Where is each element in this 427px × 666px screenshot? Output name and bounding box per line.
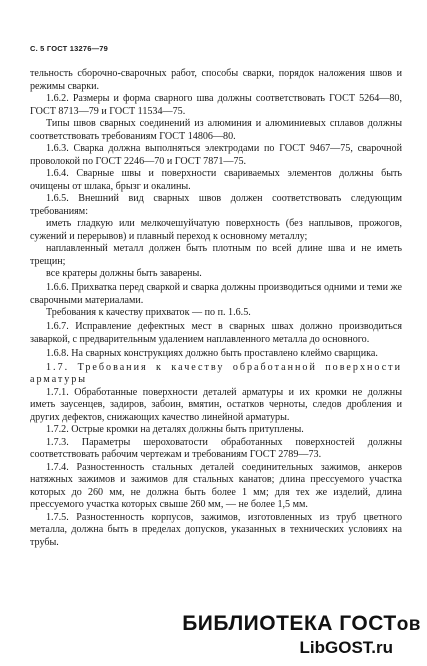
paragraph: 1.6.4. Сварные швы и поверхности свариваемых элементов должны быть очищены от шлака, брызг и окалины. [30,168,402,192]
paragraph: 1.7.3. Параметры шероховатости обработанных поверхностей должны соответствовать рабочим чертежам и требованиям ГОСТ 2789—73. [30,436,402,460]
watermark-title-main: БИБЛИОТЕКА ГОСТ [182,612,397,635]
paragraph: 1.6.5. Внешний вид сварных швов должен соответствовать следующим требованиям: [30,193,402,217]
paragraph: 1.6.2. Размеры и форма сварного шва должны соответствовать ГОСТ 5264—80, ГОСТ 8713—79 и ГОСТ 11534—75. [30,93,402,117]
paragraph: 1.6.3. Сварка должна выполняться электродами по ГОСТ 9467—75, сварочной проволокой по ГОСТ 2246—70 и ГОСТ 7871—75. [30,143,402,167]
paragraph: иметь гладкую или мелкочешуйчатую поверхность (без наплывов, прожогов, сужений и перерывов) и плавный переход к основному металлу; [30,218,402,242]
paragraph: 1.6.6. Прихватка перед сваркой и сварка должны производиться одними и теми же сварочными материалами. [30,282,402,306]
paragraph: 1.7.5. Разностенность корпусов, зажимов, изготовленных из труб цветного металла, должна быть в пределах допусков, указанных в технических условиях на трубы. [30,511,402,548]
paragraph: 1.7.4. Разностенность стальных деталей соединительных зажимов, анкеров натяжных зажимов и зажимов для стальных канатов; длина прессуемого участка которых до 260 мм, не должна быть более 1 мм; для тех же изделий, длина прессуемого участка которых свыше 260 мм, — не более 1,5 мм. [30,461,402,510]
watermark-site: LibGOST.ru [299,638,393,657]
paragraph: 1.7.2. Острые кромки на деталях должны быть притуплены. [46,424,304,435]
paragraph: Типы швов сварных соединений из алюминия и алюминиевых сплавов должны соответствовать требованиям ГОСТ 14806—80. [30,118,402,142]
watermark-title [182,612,421,637]
paragraph: 1.6.8. На сварных конструкциях должно быть проставлено клеймо сварщика. [46,347,378,359]
paragraph: 1.6.7. Исправление дефектных мест в сварных швах должно производиться заваркой, с предварительным удалением наплавленного металла до основного. [30,321,402,345]
watermark-title-suffix: ов [396,614,421,635]
document-body [30,68,402,549]
page-header: С. 5 ГОСТ 13276—79 [30,44,109,53]
paragraph: наплавленный металл должен быть плотным по всей длине шва и не иметь трещин; [30,243,402,267]
library-watermark [182,612,421,659]
paragraph: 1.7.1. Обработанные поверхности деталей арматуры и их кромки не должны иметь заусенцев, задиров, забоин, вмятин, остатков черноты, следов дробления и других дефектов, снижающих качество линейной арматуры. [30,386,402,423]
paragraph: Требования к качеству прихваток — по п. 1.6.5. [46,307,251,318]
paragraph: тельность сборочно-сварочных работ, способы сварки, порядок наложения швов и режимы сварки. [30,68,402,92]
section-heading: 1.7. Требования к качеству обработанной поверхности арматуры [30,361,402,385]
paragraph: все кратеры должны быть заварены. [46,268,202,279]
